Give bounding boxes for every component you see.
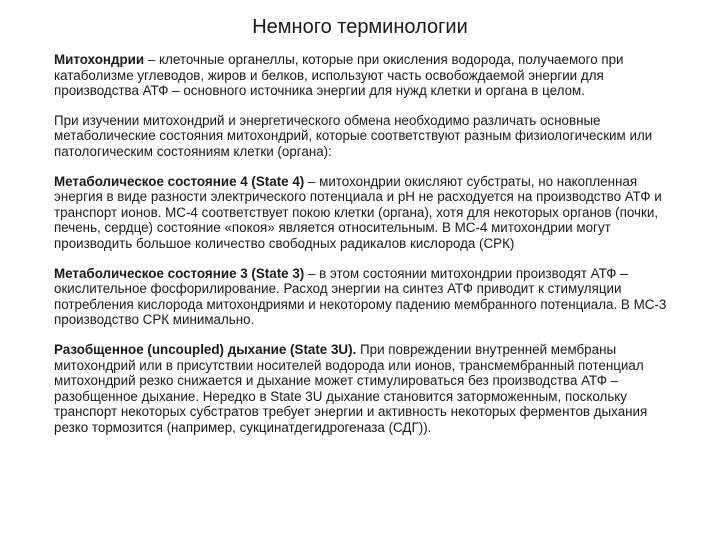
term-state-3: Метаболическое состояние 3 (State 3) — [54, 265, 305, 281]
slide-content — [54, 52, 670, 449]
paragraph-text: При повреждении внутренней мембраны митохондрий или в присутствии носителей водорода или ионов, трансмембранный потенциал митохондрий резко снижается и дыхание может стимулироваться без производства АТФ – разобщенное дыхание. Нередко в State 3U дыхание становится заторможенным, поскольку транспорт некоторых субстратов требует энергии и активность некоторых ферментов дыхания резко тормозится (например, сукцинатдегидрогеназа (СДГ)). — [54, 341, 648, 435]
paragraph-text: – в этом состоянии митохондрии производят АТФ – окислительное фосфорилирование. Расход энергии на синтез АТФ приводит к стимуляции потребления кислорода митохондриями и некоторому падению мембранного потенциала. В МС-3 производство СРК минимально. — [54, 265, 667, 328]
paragraph-metabolic-states-intro — [54, 113, 670, 160]
paragraph-text: – клеточные органеллы, которые при окисления водорода, получаемого при катаболизме углеводов, жиров и белков, используют часть освобождаемой энергии для производства АТФ – основного источника энергии для нужд клетки и органа в целом. — [54, 52, 624, 99]
slide-title: Немного терминологии — [252, 16, 468, 38]
term-state-4: Метаболическое состояние 4 (State 4) — [54, 173, 305, 189]
paragraph-text: При изучении митохондрий и энергетического обмена необходимо различать основные метаболические состояния митохондрий, которые соответствуют разным физиологическим или патологическим состояниям клетки (органа): — [54, 112, 653, 159]
paragraph-state-4 — [54, 174, 670, 252]
paragraph-mitochondria-definition — [54, 52, 670, 99]
paragraph-state-3u — [54, 342, 670, 436]
term-mitochondria: Митохондрии — [54, 52, 145, 67]
paragraph-text: – митохондрии окисляют субстраты, но накопленная энергия в виде разности электрического потенциала и рН не расходуется на производство АТФ и транспорт ионов. МС-4 соответствует покою клетки (органа), хотя для некоторых органов (почки, печень, сердце) состояние «покоя» является относительным. В МС-4 митохондрии могут производить большое количество свободных радикалов кислорода (СРК) — [54, 173, 662, 251]
paragraph-state-3 — [54, 266, 670, 328]
term-state-3u: Разобщенное (uncoupled) дыхание (State 3U). — [54, 341, 357, 357]
